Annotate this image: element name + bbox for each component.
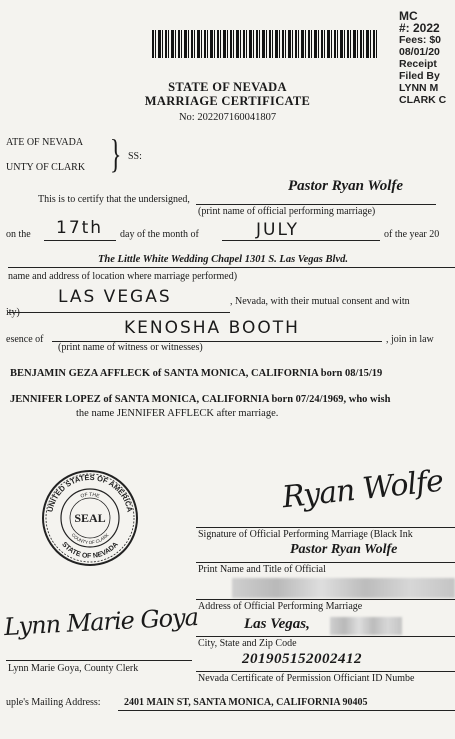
stamp-line: Fees: $0 (399, 34, 442, 46)
city-state-line (196, 636, 455, 637)
day-value: 17th (56, 218, 104, 238)
witness-value: KENOSHA BOOTH (124, 318, 300, 338)
title-state: STATE OF NEVADA (168, 80, 287, 94)
officiant-line (196, 204, 436, 205)
mailing-line (118, 710, 455, 711)
officiant-printed-name: Pastor Ryan Wolfe (290, 542, 398, 557)
year-label: of the year 20 (384, 229, 440, 240)
officiant-caption: (print name of official performing marriage) (198, 206, 376, 217)
city-line (8, 312, 230, 313)
mailing-address: 2401 MAIN ST, SANTA MONICA, CALIFORNIA 90405 (124, 697, 368, 708)
join-text: , join in law (386, 334, 434, 345)
stamp-line: 08/01/20 (399, 46, 440, 58)
presence-label: esence of (6, 334, 44, 345)
clerk-caption: Lynn Marie Goya, County Clerk (8, 663, 139, 674)
bride-line-2: the name JENNIFER AFFLECK after marriage. (76, 408, 279, 419)
redacted-zip (330, 617, 402, 635)
day-of-month-label: day of the month of (120, 229, 199, 240)
officiant-signature: Ryan Wolfe (280, 463, 445, 516)
clerk-line (6, 660, 192, 661)
printed-name-caption: Print Name and Title of Official (198, 564, 326, 575)
mailing-label: uple's Mailing Address: (6, 697, 101, 708)
seal-center: SEAL (74, 511, 106, 525)
stamp-line: MC (399, 9, 418, 23)
certify-intro: This is to certify that the undersigned, (38, 194, 190, 205)
officiant-signature-caption: Signature of Official Performing Marriage (Black Ink (198, 529, 413, 540)
city-state-caption: City, State and Zip Code (198, 638, 297, 649)
stamp-line: Filed By (399, 70, 440, 82)
officiant-name-handwritten: Pastor Ryan Wolfe (288, 178, 404, 194)
nevada-text: , Nevada, with their mutual consent and witn (230, 296, 410, 307)
brace: } (109, 131, 122, 176)
location-value: The Little White Wedding Chapel 1301 S. Las Vegas Blvd. (98, 254, 348, 265)
state-line: ATE OF NEVADA (6, 137, 84, 148)
city-prefix: ity) (6, 307, 20, 318)
address-line (196, 599, 455, 600)
officiant-city: Las Vegas, (244, 616, 310, 632)
clerk-signature: Lynn Marie Goya (3, 602, 199, 642)
svg-text:OF THE (80, 492, 101, 500)
location-caption: name and address of location where marriage performed) (8, 271, 238, 282)
stamp-line: Receipt (399, 58, 437, 70)
barcode (152, 30, 379, 58)
ss-label: SS: (128, 151, 142, 162)
officiant-signature-line (196, 527, 455, 528)
groom-line: BENJAMIN GEZA AFFLECK of SANTA MONICA, CALIFORNIA born 08/15/19 (10, 368, 383, 379)
permission-id: 201905152002412 (242, 651, 362, 667)
certificate-number: No: 202207160041807 (178, 112, 277, 123)
stamp-line: #: 2022 (399, 21, 440, 35)
seal-graphic (40, 468, 140, 568)
day-line (44, 240, 116, 241)
on-the-label: on the (6, 229, 31, 240)
address-caption: Address of Official Performing Marriage (198, 601, 363, 612)
seal-outer-text: UNITED STATES OF AMERICA (45, 472, 135, 513)
title-certificate: MARRIAGE CERTIFICATE (144, 94, 311, 108)
seal-outer-bottom: STATE OF NEVADA (60, 541, 120, 561)
location-line (8, 267, 455, 268)
month-line (222, 240, 380, 241)
county-line: UNTY OF CLARK (6, 162, 86, 173)
city-value: LAS VEGAS (58, 287, 172, 307)
stamp-line: CLARK C (399, 94, 447, 106)
stamp-line: LYNN M (399, 82, 439, 94)
seal-inner-top: OF THE (79, 491, 101, 500)
seal-inner-bottom: COUNTY OF CLARK (70, 532, 110, 546)
printed-name-line (196, 562, 455, 563)
county-seal (40, 468, 140, 568)
permission-line (196, 671, 455, 672)
redacted-address (232, 578, 455, 598)
month-value: JULY (256, 220, 300, 240)
bride-line-1: JENNIFER LOPEZ of SANTA MONICA, CALIFORNIA born 07/24/1969, who wish (10, 394, 391, 405)
permission-caption: Nevada Certificate of Permission Officiant ID Numbe (198, 673, 415, 684)
witness-caption: (print name of witness or witnesses) (58, 342, 203, 353)
